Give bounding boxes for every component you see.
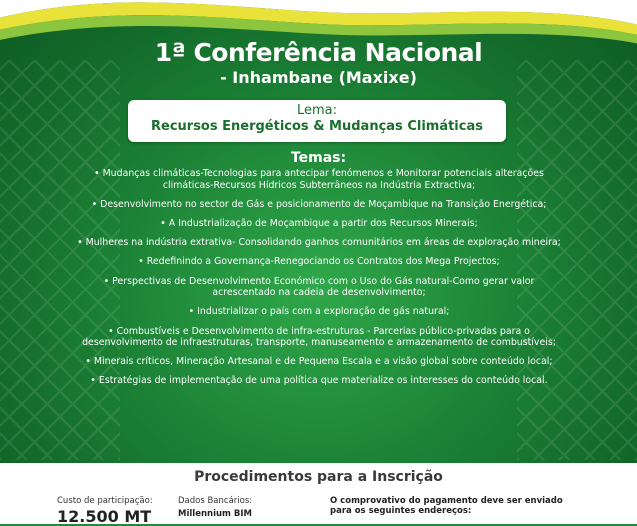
registration-section bbox=[0, 463, 637, 524]
tema-item: • Redefinindo a Governança-Renegociando os Contratos dos Mega Projectos; bbox=[138, 256, 500, 268]
conference-title: 1ª Conferência Nacional bbox=[154, 38, 483, 67]
lema-box bbox=[128, 100, 506, 142]
temas-heading: Temas: bbox=[290, 150, 347, 166]
tema-item: • A Industrialização de Moçambique a partir dos Recursos Minerais; bbox=[160, 217, 478, 229]
lema-label: Lema: bbox=[296, 103, 338, 118]
tema-item: • Mudanças climáticas-Tecnologias para antecipar fenómenos e Monitorar potenciais alterações climáticas-Recursos Hídricos Subterrâneos na Indústria Extractiva; bbox=[94, 168, 544, 191]
bank-name: Millennium BIM bbox=[178, 509, 252, 519]
tema-item: • Perspectivas de Desenvolvimento Económico com o Uso do Gás natural-Como gerar valor acrescentado na cadeia de desenvolvimento; bbox=[103, 275, 535, 299]
tema-item: • Mulheres na indústria extrativa- Consolidando ganhos comunitários em áreas de exploração mineira; bbox=[77, 237, 561, 249]
cost-label: Custo de participação: bbox=[57, 496, 153, 506]
tema-item: • Industrializar o país com a exploração de gás natural; bbox=[188, 306, 450, 318]
registration-heading: Procedimentos para a Inscrição bbox=[194, 469, 443, 485]
cost-value: 12.500 MT bbox=[57, 507, 152, 526]
tema-item: • Desenvolvimento no sector de Gás e posicionamento de Moçambique na Transição Energética; bbox=[91, 198, 547, 210]
tema-item: • Estratégias de implementação de uma política que materialize os interesses do conteúdo local. bbox=[90, 375, 548, 387]
tema-item: • Combustíveis e Desenvolvimento de infra-estruturas - Parcerias público-privadas para o desenvolvimento de infraestruturas, transporte, manuseamento e armazenamento de combustíveis; bbox=[82, 325, 556, 349]
conference-location: - Inhambane (Maxixe) bbox=[220, 68, 417, 87]
temas-list bbox=[72, 168, 566, 395]
payment-proof-note: O comprovativo do pagamento deve ser enviado para os seguintes endereços: bbox=[330, 496, 563, 516]
tema-item: • Minerais críticos, Mineração Artesanal e de Pequena Escala e a visão global sobre conteúdo local; bbox=[85, 356, 553, 368]
bank-details-label: Dados Bancários: bbox=[178, 496, 253, 506]
lema-text: Recursos Energéticos & Mudanças Climáticas bbox=[151, 119, 483, 134]
